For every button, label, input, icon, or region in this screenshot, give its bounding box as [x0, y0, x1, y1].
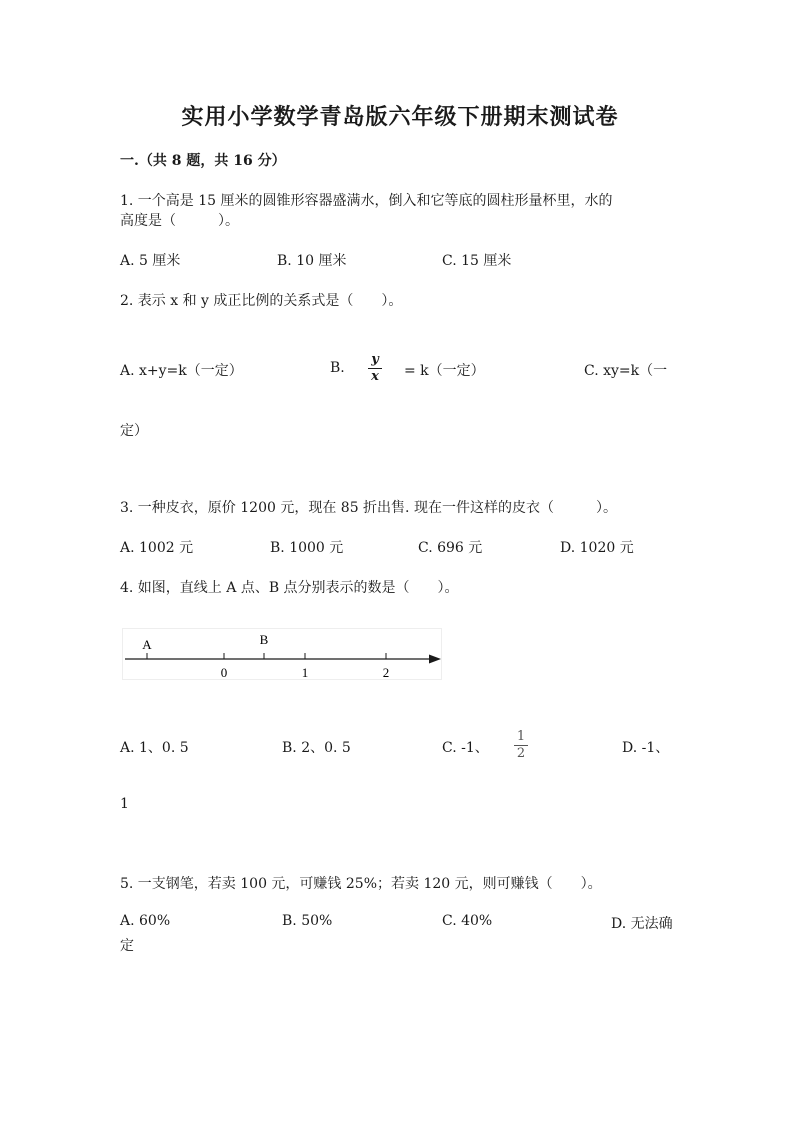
- q4-option-a: A. 1、0. 5: [120, 740, 189, 756]
- tick-label-2: 2: [382, 665, 390, 679]
- tick-label-0: 0: [220, 665, 228, 679]
- q5-option-c: C. 40%: [442, 913, 493, 929]
- fraction-denominator: x: [371, 369, 379, 384]
- q4-option-d-line2: 1: [120, 796, 129, 812]
- q2-option-b-label: B.: [330, 360, 345, 376]
- section-heading: 一.（共 8 题，共 16 分）: [120, 153, 286, 169]
- q5-option-d-line2: 定: [120, 938, 134, 954]
- number-line-arrow-icon: [429, 655, 441, 664]
- q2-option-b-text: = k（一定）: [404, 363, 485, 379]
- q4-option-d-line1: D. -1、: [622, 740, 670, 756]
- q1-option-c: C. 15 厘米: [442, 253, 512, 269]
- q1-option-a: A. 5 厘米: [120, 253, 181, 269]
- q3-option-b: B. 1000 元: [270, 540, 344, 556]
- q3-option-d: D. 1020 元: [560, 540, 634, 556]
- point-label-b: B: [259, 632, 269, 647]
- q2-option-b-fraction: [368, 353, 382, 384]
- fraction-numerator: y: [371, 352, 379, 367]
- fraction-numerator: 1: [516, 729, 526, 744]
- q2-option-c-line2: 定）: [120, 423, 148, 439]
- q2-option-a: A. x+y=k（一定）: [120, 363, 243, 379]
- tick-label-1: 1: [301, 665, 309, 679]
- fraction-denominator: 2: [516, 746, 526, 761]
- q5-option-a: A. 60%: [120, 913, 171, 929]
- q3-option-a: A. 1002 元: [120, 540, 194, 556]
- q5-stem: 5. 一支钢笔，若卖 100 元，可赚钱 25%；若卖 120 元，则可赚钱（ ）。: [120, 876, 602, 892]
- page-title: 实用小学数学青岛版六年级下册期末测试卷: [181, 104, 619, 130]
- number-line-svg: [123, 629, 441, 679]
- point-label-a: A: [142, 637, 152, 652]
- q4-option-b: B. 2、0. 5: [282, 740, 351, 756]
- q4-option-c-fraction: [514, 730, 528, 761]
- q5-option-b: B. 50%: [282, 913, 333, 929]
- q1-stem-line2: 高度是（ ）。: [120, 213, 239, 229]
- q3-stem: 3. 一种皮衣，原价 1200 元，现在 85 折出售. 现在一件这样的皮衣（ ）。: [120, 500, 617, 516]
- q1-stem-line1: 1. 一个高是 15 厘米的圆锥形容器盛满水，倒入和它等底的圆柱形量杯里，水的: [120, 193, 613, 209]
- q4-option-c: C. -1、: [442, 740, 489, 756]
- number-line-figure: [122, 628, 442, 680]
- q3-option-c: C. 696 元: [418, 540, 483, 556]
- q2-option-c-line1: C. xy=k（一: [584, 363, 668, 379]
- q4-stem: 4. 如图，直线上 A 点、B 点分别表示的数是（ ）。: [120, 580, 459, 596]
- q1-option-b: B. 10 厘米: [277, 253, 347, 269]
- q5-option-d-line1: D. 无法确: [611, 916, 673, 932]
- q2-stem: 2. 表示 x 和 y 成正比例的关系式是（ ）。: [120, 293, 403, 309]
